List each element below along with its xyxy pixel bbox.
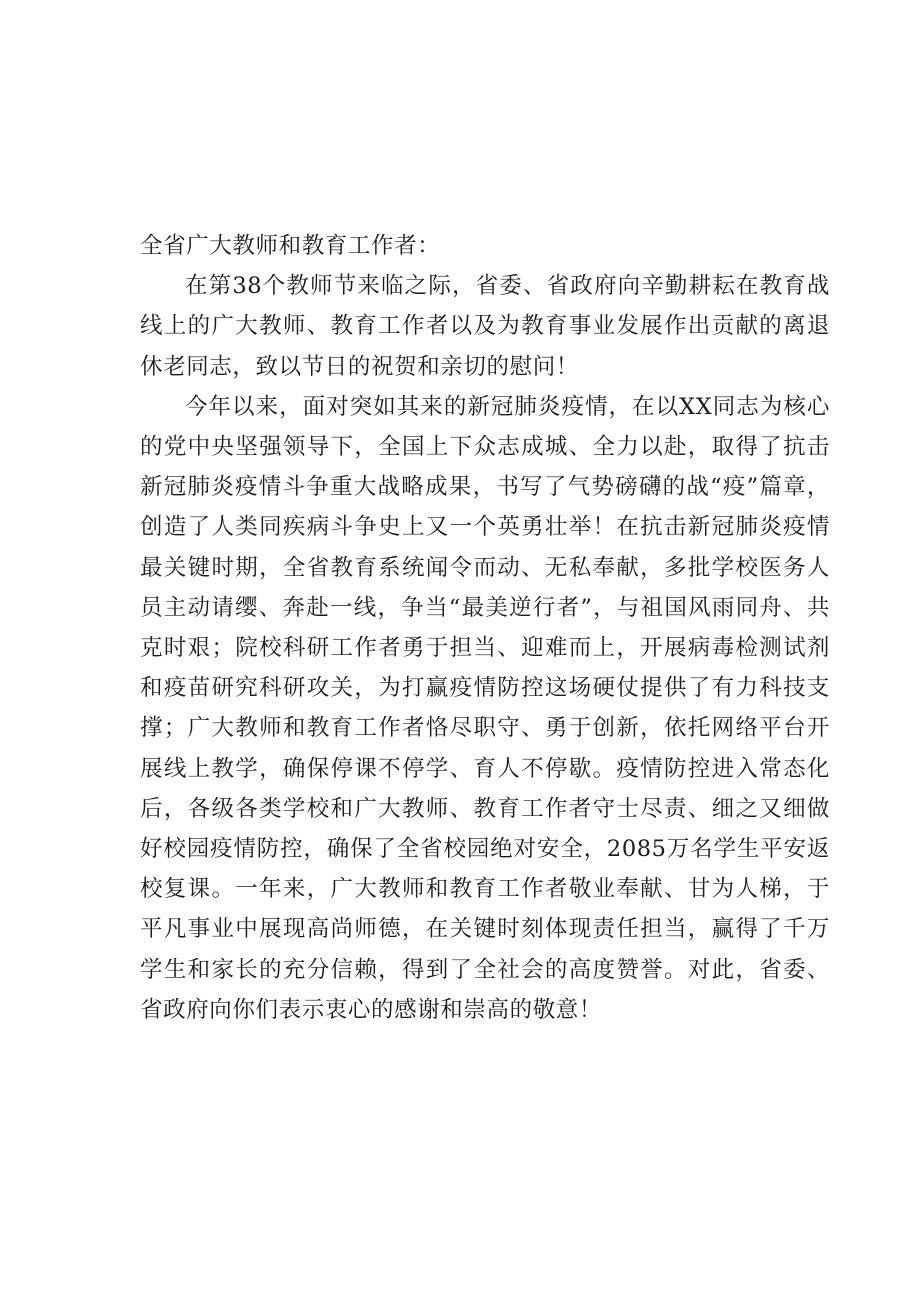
salutation: 全省广大教师和教育工作者： [140,233,441,259]
letter-body [140,226,830,1030]
paragraph-greeting: 在第38个教师节来临之际，省委、省政府向辛勤耕耘在教育战线上的广大教师、教育工作者以及为教育事业发展作出贡献的离退休老同志，致以节日的祝贺和亲切的慰问！ [140,273,830,380]
paragraph-achievements: 今年以来，面对突如其来的新冠肺炎疫情，在以XX同志为核心的党中央坚强领导下，全国上下众志成城、全力以赴，取得了抗击新冠肺炎疫情斗争重大战略成果，书写了气势磅礴的战“疫”篇章，创造了人类同疾病斗争史上又一个英勇壮举！在抗击新冠肺炎疫情最关键时期，全省教育系统闻令而动、无私奉献，多批学校医务人员主动请缨、奔赴一线，争当“最美逆行者”，与祖国风雨同舟、共克时艰；院校科研工作者勇于担当、迎难而上，开展病毒检测试剂和疫苗研究科研攻关，为打赢疫情防控这场硬仗提供了有力科技支撑；广大教师和教育工作者恪尽职守、勇于创新，依托网络平台开展线上教学，确保停课不停学、育人不停歇。疫情防控进入常态化后，各级各类学校和广大教师、教育工作者守士尽责、细之又细做好校园疫情防控，确保了全省校园绝对安全，2085万名学生平安返校复课。一年来，广大教师和教育工作者敬业奉献、甘为人梯，于平凡事业中展现高尚师德，在关键时刻体现责任担当，赢得了千万学生和家长的充分信赖，得到了全社会的高度赞誉。对此，省委、省政府向你们表示衷心的感谢和崇高的敬意！ [140,393,830,1023]
